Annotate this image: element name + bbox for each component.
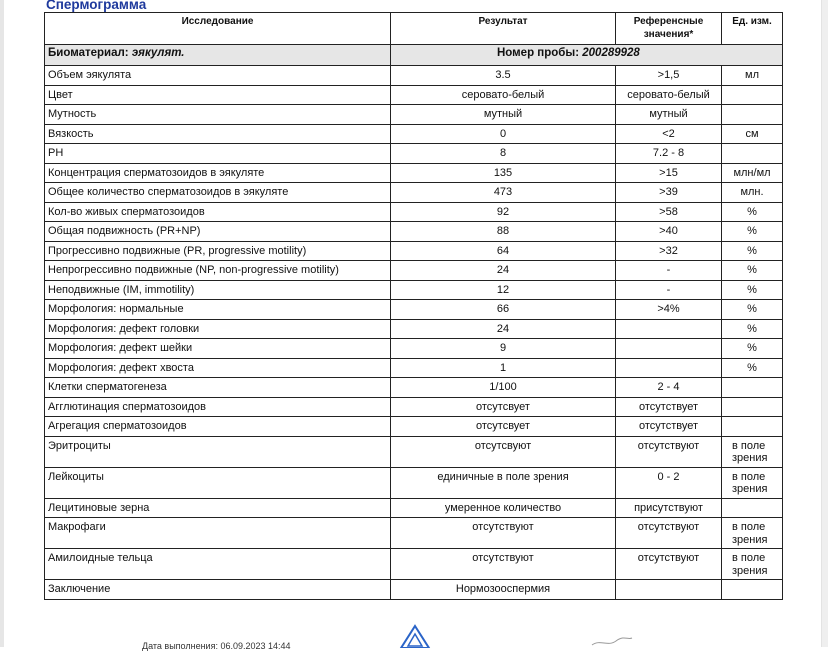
cell-reference: - bbox=[616, 280, 722, 300]
table-row bbox=[45, 124, 783, 144]
cell-result: 12 bbox=[391, 280, 616, 300]
cell-test: Мутность bbox=[45, 105, 391, 125]
cell-unit: млн. bbox=[722, 183, 783, 203]
cell-reference: 7.2 - 8 bbox=[616, 144, 722, 164]
cell-unit bbox=[722, 397, 783, 417]
cell-reference: >1,5 bbox=[616, 66, 722, 86]
cell-result: отсутсвует bbox=[391, 417, 616, 437]
table-row bbox=[45, 105, 783, 125]
cell-reference: отсутствуют bbox=[616, 518, 722, 549]
sample-cell bbox=[391, 45, 783, 66]
table-row bbox=[45, 339, 783, 359]
cell-test: Клетки сперматогенеза bbox=[45, 378, 391, 398]
cell-reference: отсутствует bbox=[616, 397, 722, 417]
table-row bbox=[45, 436, 783, 467]
table-row bbox=[45, 85, 783, 105]
cell-result: 3.5 bbox=[391, 66, 616, 86]
cell-result: 64 bbox=[391, 241, 616, 261]
biomaterial-cell bbox=[45, 45, 391, 66]
cell-result: 8 bbox=[391, 144, 616, 164]
cell-test: Макрофаги bbox=[45, 518, 391, 549]
cell-result: Нормозооспермия bbox=[391, 580, 616, 600]
cell-reference: мутный bbox=[616, 105, 722, 125]
header-test: Исследование bbox=[45, 13, 391, 45]
table-header-row bbox=[45, 13, 783, 45]
table-row bbox=[45, 378, 783, 398]
cell-reference: >40 bbox=[616, 222, 722, 242]
table-row bbox=[45, 183, 783, 203]
table-row bbox=[45, 549, 783, 580]
table-row bbox=[45, 261, 783, 281]
table-row bbox=[45, 498, 783, 518]
cell-test: Заключение bbox=[45, 580, 391, 600]
cell-unit bbox=[722, 85, 783, 105]
footer-date: Дата выполнения: 06.09.2023 14:44 bbox=[142, 641, 291, 651]
cell-reference: отсутствуют bbox=[616, 436, 722, 467]
sample-label: Номер пробы: bbox=[497, 47, 580, 59]
table-row bbox=[45, 467, 783, 498]
cell-reference: серовато-белый bbox=[616, 85, 722, 105]
cell-result: 1/100 bbox=[391, 378, 616, 398]
cell-unit: в поле зрения bbox=[722, 549, 783, 580]
cell-result: 9 bbox=[391, 339, 616, 359]
cell-test: Непрогрессивно подвижные (NP, non-progressive motility) bbox=[45, 261, 391, 281]
lab-logo-icon bbox=[398, 624, 432, 648]
table-row bbox=[45, 280, 783, 300]
cell-unit bbox=[722, 105, 783, 125]
cell-result: 473 bbox=[391, 183, 616, 203]
cell-result: отсутствуют bbox=[391, 518, 616, 549]
cell-reference bbox=[616, 319, 722, 339]
cell-result: 0 bbox=[391, 124, 616, 144]
cell-unit: % bbox=[722, 241, 783, 261]
cell-unit: млн/мл bbox=[722, 163, 783, 183]
cell-reference: присутствуют bbox=[616, 498, 722, 518]
cell-test: Общая подвижность (PR+NP) bbox=[45, 222, 391, 242]
cell-result: 24 bbox=[391, 261, 616, 281]
table-row bbox=[45, 66, 783, 86]
cell-test: Эритроциты bbox=[45, 436, 391, 467]
cell-reference: - bbox=[616, 261, 722, 281]
cell-result: 135 bbox=[391, 163, 616, 183]
cell-test: Лейкоциты bbox=[45, 467, 391, 498]
cell-test: Морфология: нормальные bbox=[45, 300, 391, 320]
cell-unit bbox=[722, 498, 783, 518]
cell-test: Лецитиновые зерна bbox=[45, 498, 391, 518]
cell-result: 24 bbox=[391, 319, 616, 339]
cell-reference: <2 bbox=[616, 124, 722, 144]
cell-test: Концентрация сперматозоидов в эякуляте bbox=[45, 163, 391, 183]
cell-unit: в поле зрения bbox=[722, 518, 783, 549]
cell-reference: отсутствует bbox=[616, 417, 722, 437]
cell-unit: мл bbox=[722, 66, 783, 86]
cell-test: Объем эякулята bbox=[45, 66, 391, 86]
cell-unit: % bbox=[722, 202, 783, 222]
cell-unit bbox=[722, 144, 783, 164]
page-title: Спермограмма bbox=[46, 0, 147, 12]
sample-value: 200289928 bbox=[582, 47, 640, 59]
cell-unit: % bbox=[722, 339, 783, 359]
cell-unit: % bbox=[722, 222, 783, 242]
page-edge-left bbox=[0, 0, 4, 647]
cell-unit bbox=[722, 580, 783, 600]
cell-unit bbox=[722, 378, 783, 398]
table-row bbox=[45, 580, 783, 600]
cell-reference: 2 - 4 bbox=[616, 378, 722, 398]
cell-reference: >58 bbox=[616, 202, 722, 222]
cell-test: Амилоидные тельца bbox=[45, 549, 391, 580]
cell-unit: см bbox=[722, 124, 783, 144]
cell-unit bbox=[722, 417, 783, 437]
table-row bbox=[45, 222, 783, 242]
table-row bbox=[45, 144, 783, 164]
cell-reference bbox=[616, 358, 722, 378]
cell-test: PH bbox=[45, 144, 391, 164]
cell-result: серовато-белый bbox=[391, 85, 616, 105]
cell-reference: >32 bbox=[616, 241, 722, 261]
cell-result: отсутствуют bbox=[391, 549, 616, 580]
signature-icon bbox=[590, 636, 634, 648]
cell-test: Прогрессивно подвижные (PR, progressive motility) bbox=[45, 241, 391, 261]
header-reference: Референсные значения* bbox=[616, 13, 722, 45]
cell-reference: >15 bbox=[616, 163, 722, 183]
cell-unit: % bbox=[722, 261, 783, 281]
cell-test: Неподвижные (IM, immotility) bbox=[45, 280, 391, 300]
table-row bbox=[45, 202, 783, 222]
cell-result: единичные в поле зрения bbox=[391, 467, 616, 498]
header-unit: Ед. изм. bbox=[722, 13, 783, 45]
header-result: Результат bbox=[391, 13, 616, 45]
cell-reference bbox=[616, 339, 722, 359]
cell-test: Цвет bbox=[45, 85, 391, 105]
cell-unit: % bbox=[722, 300, 783, 320]
cell-reference: >39 bbox=[616, 183, 722, 203]
cell-test: Морфология: дефект головки bbox=[45, 319, 391, 339]
cell-result: 1 bbox=[391, 358, 616, 378]
biomaterial-value: эякулят. bbox=[131, 47, 185, 59]
page-edge-right bbox=[821, 0, 828, 647]
table-row bbox=[45, 241, 783, 261]
table-row bbox=[45, 518, 783, 549]
table-row bbox=[45, 163, 783, 183]
cell-test: Общее количество сперматозоидов в эякуляте bbox=[45, 183, 391, 203]
biomaterial-label: Биоматериал: bbox=[48, 47, 129, 59]
cell-result: умеренное количество bbox=[391, 498, 616, 518]
cell-result: 88 bbox=[391, 222, 616, 242]
cell-reference: 0 - 2 bbox=[616, 467, 722, 498]
cell-reference: >4% bbox=[616, 300, 722, 320]
biomaterial-row bbox=[45, 45, 783, 66]
cell-test: Морфология: дефект хвоста bbox=[45, 358, 391, 378]
cell-result: отсутсвуют bbox=[391, 436, 616, 467]
cell-reference: отсутствуют bbox=[616, 549, 722, 580]
cell-test: Морфология: дефект шейки bbox=[45, 339, 391, 359]
results-table bbox=[44, 12, 783, 600]
cell-unit: % bbox=[722, 358, 783, 378]
cell-result: отсутсвует bbox=[391, 397, 616, 417]
cell-unit: % bbox=[722, 280, 783, 300]
cell-result: 66 bbox=[391, 300, 616, 320]
cell-unit: в поле зрения bbox=[722, 436, 783, 467]
cell-result: мутный bbox=[391, 105, 616, 125]
cell-test: Агрегация сперматозоидов bbox=[45, 417, 391, 437]
cell-test: Вязкость bbox=[45, 124, 391, 144]
table-row bbox=[45, 358, 783, 378]
table-row bbox=[45, 397, 783, 417]
cell-unit: % bbox=[722, 319, 783, 339]
cell-reference bbox=[616, 580, 722, 600]
table-row bbox=[45, 300, 783, 320]
table-row bbox=[45, 417, 783, 437]
table-row bbox=[45, 319, 783, 339]
cell-unit: в поле зрения bbox=[722, 467, 783, 498]
cell-test: Кол-во живых сперматозоидов bbox=[45, 202, 391, 222]
cell-result: 92 bbox=[391, 202, 616, 222]
cell-test: Агглютинация сперматозоидов bbox=[45, 397, 391, 417]
